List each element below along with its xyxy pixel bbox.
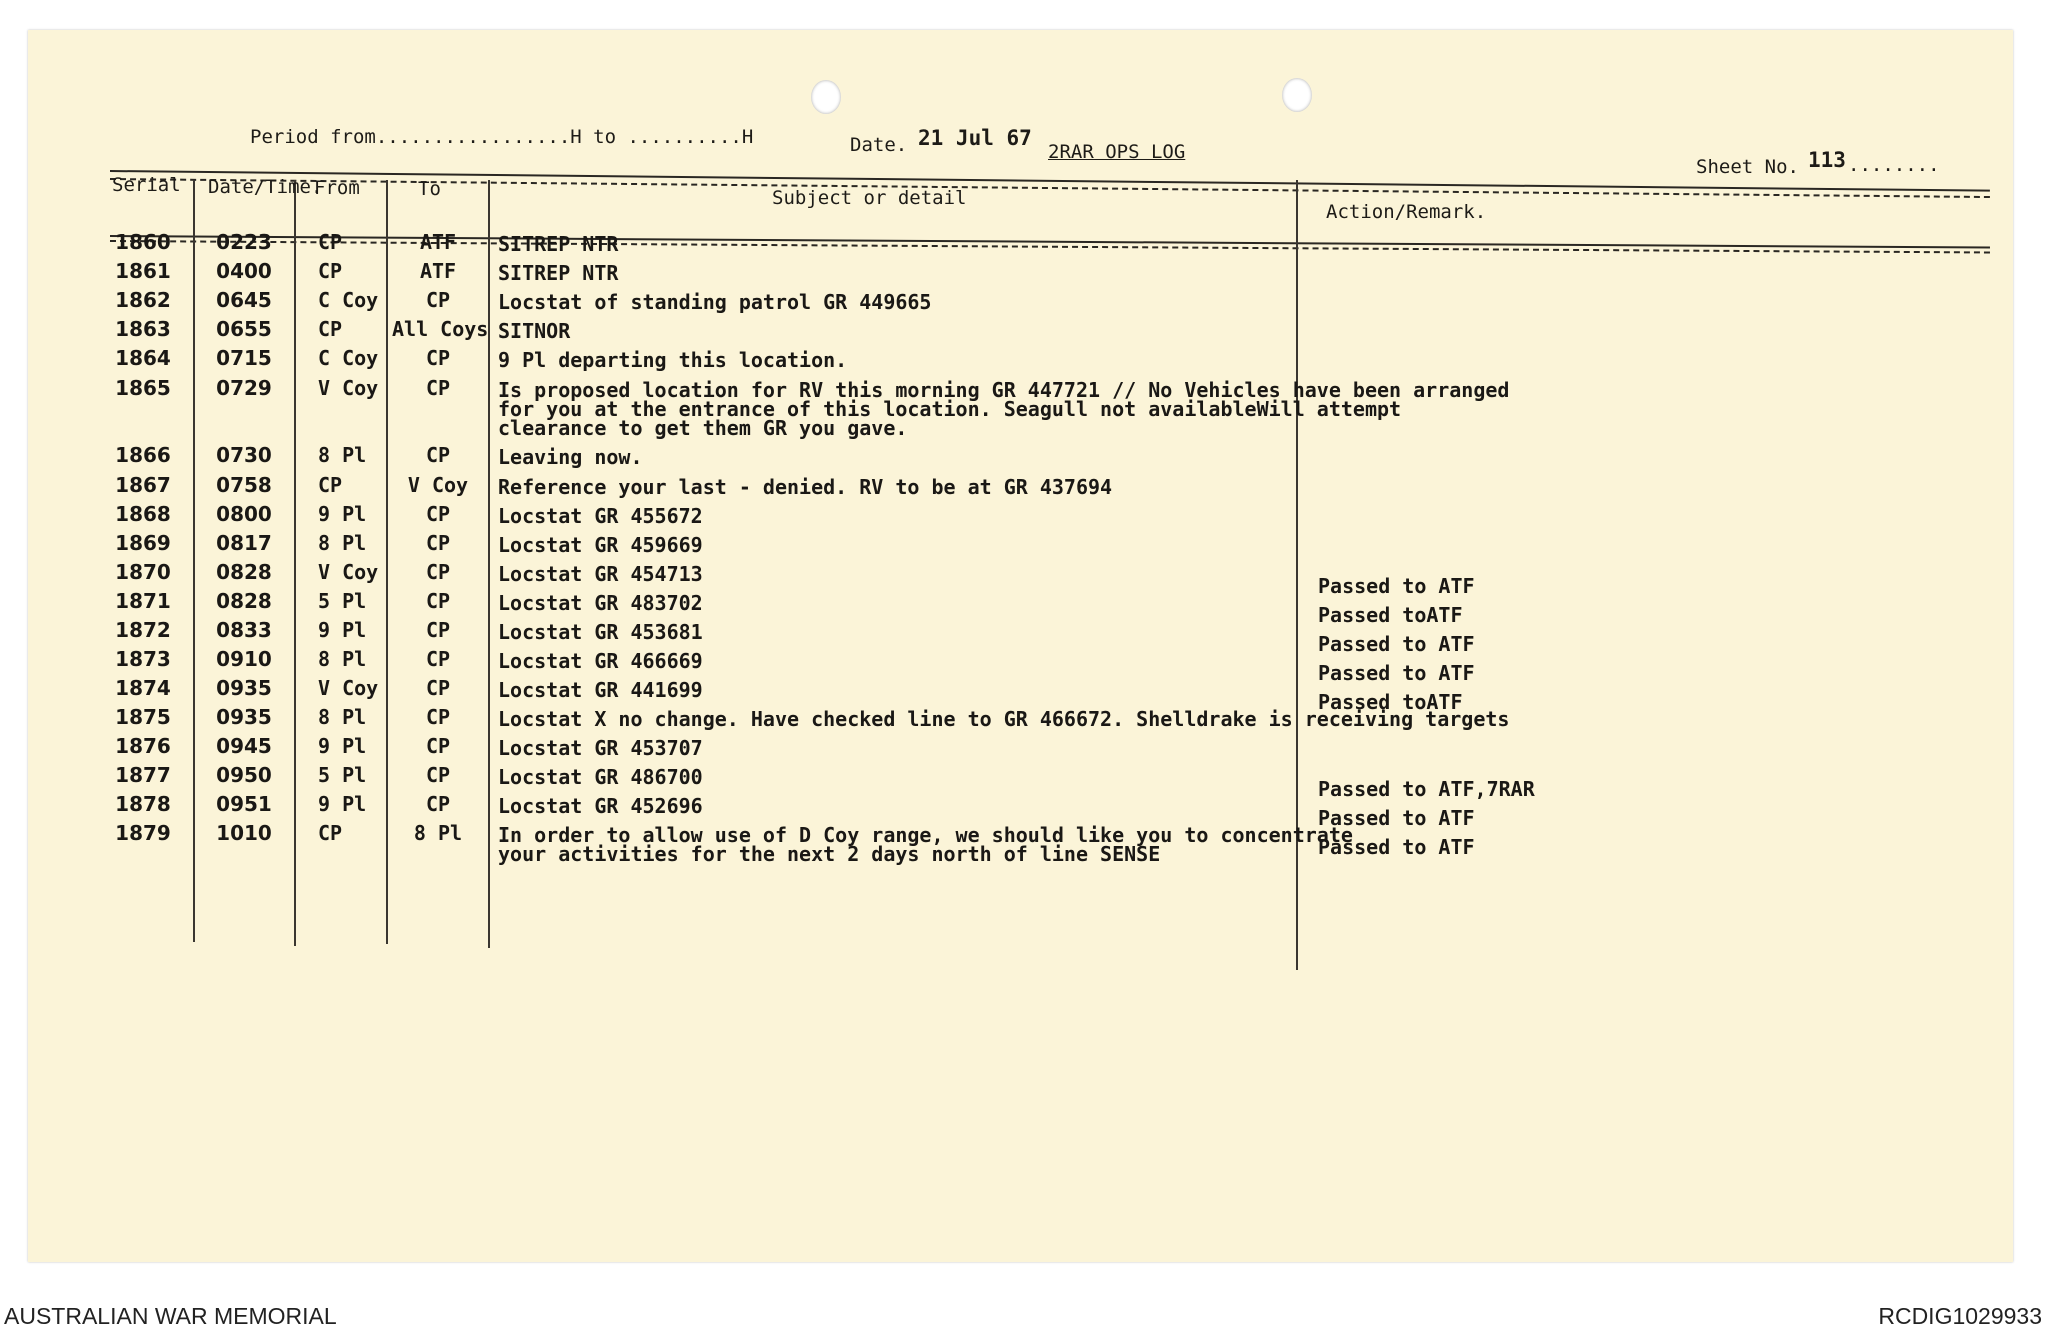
footer-right: RCDIG1029933 (1878, 1303, 2042, 1329)
footer-left: AUSTRALIAN WAR MEMORIAL (4, 1303, 337, 1329)
serial-cell: 1873 (115, 647, 171, 671)
to-cell: CP (425, 288, 451, 312)
subject-line: Locstat GR 453681 (498, 620, 703, 644)
datetime-cell: 0828 (216, 560, 272, 584)
subject-line: Is proposed location for RV this morning GR 447721 // No Vehicles have been arranged (498, 378, 1510, 402)
datetime-cell: 0800 (216, 502, 272, 526)
serial-cell: 1868 (115, 502, 171, 526)
col-divider-serial (193, 180, 195, 942)
serial-cell: 1874 (115, 676, 171, 700)
datetime-cell: 0715 (216, 346, 272, 370)
to-cell: CP (425, 376, 451, 400)
punch-hole-left (811, 80, 841, 114)
col-divider-from (386, 180, 388, 944)
subject-cell (498, 649, 703, 673)
subject-cell (498, 232, 619, 256)
punch-hole-right (1282, 78, 1312, 112)
col-divider-to (488, 180, 490, 948)
serial-cell: 1870 (115, 560, 171, 584)
subject-cell (498, 475, 1113, 499)
subject-cell (498, 445, 643, 469)
sheet-label: Sheet No. (1696, 156, 1799, 178)
from-cell: CP (318, 259, 343, 283)
subject-cell (498, 261, 619, 285)
to-cell: CP (425, 676, 451, 700)
from-cell: 8 Pl (318, 531, 367, 555)
col-head-serial: Serial (112, 174, 181, 196)
action-remark-cell: Passed to ATF (1318, 574, 1475, 598)
to-cell: ATF (419, 259, 457, 283)
subject-cell (498, 348, 848, 372)
subject-cell (498, 678, 703, 702)
from-cell: CP (318, 821, 343, 845)
serial-cell: 1866 (115, 443, 171, 467)
subject-cell (498, 504, 703, 528)
action-remark-cell: Passed to ATF (1318, 632, 1475, 656)
datetime-cell: 0645 (216, 288, 272, 312)
from-cell: V Coy (318, 676, 379, 700)
action-remark-cell: Passed to ATF,7RAR (1318, 777, 1535, 801)
serial-cell: 1862 (115, 288, 171, 312)
from-cell: V Coy (318, 560, 379, 584)
subject-line: Locstat GR 453707 (498, 736, 703, 760)
subject-line: Locstat GR 486700 (498, 765, 703, 789)
subject-line: Locstat GR 483702 (498, 591, 703, 615)
serial-cell: 1879 (115, 821, 171, 845)
serial-cell: 1878 (115, 792, 171, 816)
subject-cell (498, 794, 703, 818)
datetime-cell: 0400 (216, 259, 272, 283)
from-cell: CP (318, 230, 343, 254)
subject-cell (498, 823, 1353, 866)
from-cell: 9 Pl (318, 734, 367, 758)
datetime-cell: 0935 (216, 676, 272, 700)
from-cell: 9 Pl (318, 502, 367, 526)
serial-cell: 1863 (115, 317, 171, 341)
serial-cell: 1869 (115, 531, 171, 555)
action-remark-cell: Passed to ATF (1318, 661, 1475, 685)
to-cell: CP (425, 618, 451, 642)
subject-cell (498, 736, 703, 760)
datetime-cell: 0817 (216, 531, 272, 555)
subject-line: for you at the entrance of this location. Seagull not availableWill attempt (498, 397, 1402, 421)
from-cell: 8 Pl (318, 443, 367, 467)
subject-line: Locstat GR 455672 (498, 504, 703, 528)
datetime-cell: 0935 (216, 705, 272, 729)
datetime-cell: 0655 (216, 317, 272, 341)
from-cell: 5 Pl (318, 589, 367, 613)
serial-cell: 1867 (115, 473, 171, 497)
action-remark-cell: Passed to ATF (1318, 835, 1475, 859)
to-cell: CP (425, 792, 451, 816)
from-cell: 9 Pl (318, 792, 367, 816)
to-cell: ATF (419, 230, 457, 254)
from-cell: V Coy (318, 376, 379, 400)
col-head-to: To (418, 178, 441, 200)
col-head-datetime: Date/Time. (208, 176, 323, 198)
subject-cell (498, 319, 571, 343)
datetime-cell: 0729 (216, 376, 272, 400)
to-cell: CP (425, 705, 451, 729)
subject-line: SITREP NTR (498, 232, 619, 256)
from-cell: CP (318, 473, 343, 497)
subject-line: In order to allow use of D Coy range, we should like you to concentrate (498, 823, 1353, 847)
subject-line: Leaving now. (498, 445, 643, 469)
serial-cell: 1877 (115, 763, 171, 787)
subject-line: 9 Pl departing this location. (498, 348, 848, 372)
serial-cell: 1860 (115, 230, 171, 254)
date-label: Date. (850, 134, 908, 156)
subject-cell (498, 290, 932, 314)
from-cell: 8 Pl (318, 647, 367, 671)
action-remark-cell: Passed to ATF (1318, 806, 1475, 830)
serial-cell: 1865 (115, 376, 171, 400)
datetime-cell: 0945 (216, 734, 272, 758)
from-cell: C Coy (318, 346, 379, 370)
col-divider-time (294, 180, 296, 946)
to-cell: CP (425, 647, 451, 671)
col-head-action: Action/Remark. (1326, 201, 1487, 223)
to-cell: CP (425, 502, 451, 526)
serial-cell: 1876 (115, 734, 171, 758)
to-cell: CP (425, 763, 451, 787)
subject-line: Locstat GR 466669 (498, 649, 703, 673)
subject-cell (498, 591, 703, 615)
datetime-cell: 0910 (216, 647, 272, 671)
subject-cell (498, 378, 1510, 440)
from-cell: 8 Pl (318, 705, 367, 729)
datetime-cell: 0223 (216, 230, 272, 254)
col-head-from: From (314, 177, 360, 199)
serial-cell: 1875 (115, 705, 171, 729)
from-cell: CP (318, 317, 343, 341)
subject-cell (498, 707, 1510, 731)
to-cell: 8 Pl (413, 821, 463, 845)
datetime-cell: 0828 (216, 589, 272, 613)
to-cell: CP (425, 560, 451, 584)
datetime-cell: 0758 (216, 473, 272, 497)
datetime-cell: 1010 (216, 821, 272, 845)
serial-cell: 1872 (115, 618, 171, 642)
subject-line: Locstat GR 459669 (498, 533, 703, 557)
date-value: 21 Jul 67 (918, 126, 1032, 150)
datetime-cell: 0730 (216, 443, 272, 467)
to-cell: CP (425, 734, 451, 758)
subject-cell (498, 533, 703, 557)
datetime-cell: 0951 (216, 792, 272, 816)
serial-cell: 1861 (115, 259, 171, 283)
subject-line: Locstat of standing patrol GR 449665 (498, 290, 932, 314)
subject-cell (498, 562, 703, 586)
to-cell: All Coys (392, 317, 489, 341)
sheet-dots: ........ (1848, 154, 1940, 176)
ops-log-sheet (28, 30, 2013, 1262)
serial-cell: 1864 (115, 346, 171, 370)
subject-line: clearance to get them GR you gave. (498, 416, 908, 440)
subject-line: SITREP NTR (498, 261, 619, 285)
period-field: Period from.................H to ..........H (250, 126, 754, 148)
subject-cell (498, 765, 703, 789)
serial-cell: 1871 (115, 589, 171, 613)
log-title: 2RAR OPS LOG (1048, 141, 1186, 163)
subject-line: your activities for the next 2 days north of line SENSE (498, 842, 1161, 866)
action-remark-cell: Passed toATF (1318, 690, 1463, 714)
to-cell: CP (425, 346, 451, 370)
to-cell: CP (425, 531, 451, 555)
to-cell: CP (425, 589, 451, 613)
sheet-value: 113 (1808, 148, 1846, 172)
datetime-cell: 0833 (216, 618, 272, 642)
action-remark-cell: Passed toATF (1318, 603, 1463, 627)
subject-line: Locstat GR 454713 (498, 562, 703, 586)
datetime-cell: 0950 (216, 763, 272, 787)
from-cell: C Coy (318, 288, 379, 312)
subject-line: SITNOR (498, 319, 571, 343)
to-cell: V Coy (407, 473, 469, 497)
subject-line: Locstat X no change. Have checked line to GR 466672. Shelldrake is receiving targets (498, 707, 1510, 731)
subject-line: Locstat GR 441699 (498, 678, 703, 702)
subject-line: Locstat GR 452696 (498, 794, 703, 818)
col-head-subject: Subject or detail (772, 187, 967, 209)
subject-line: Reference your last - denied. RV to be at GR 437694 (498, 475, 1113, 499)
to-cell: CP (425, 443, 451, 467)
from-cell: 9 Pl (318, 618, 367, 642)
from-cell: 5 Pl (318, 763, 367, 787)
subject-cell (498, 620, 703, 644)
